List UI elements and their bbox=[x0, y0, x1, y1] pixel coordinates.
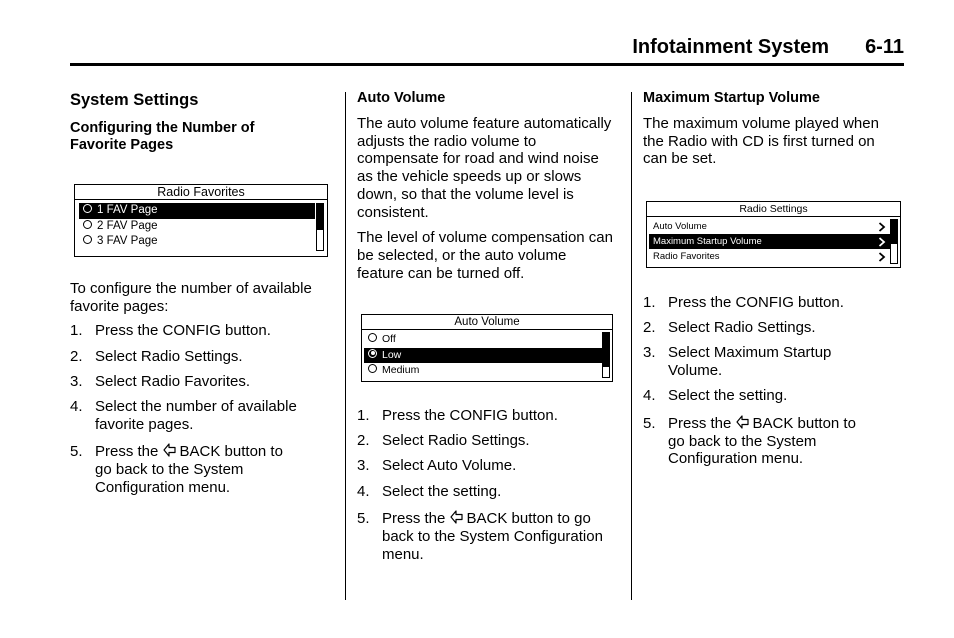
step-item: 2. Select Radio Settings. bbox=[357, 432, 530, 450]
step-text: Select Radio Settings. bbox=[382, 432, 530, 450]
column-max-startup-volume-steps bbox=[643, 294, 905, 476]
screen-title: Radio Settings bbox=[739, 203, 808, 215]
screen-item-label: Maximum Startup Volume bbox=[653, 236, 762, 247]
screen-item[interactable] bbox=[79, 203, 315, 219]
screen-title: Radio Favorites bbox=[157, 185, 245, 199]
step-item: 1. Press the CONFIG button. bbox=[643, 294, 844, 311]
step-text: Press the CONFIG button. bbox=[95, 322, 271, 340]
section-heading: Auto Volume bbox=[357, 90, 446, 106]
column-max-startup-volume bbox=[643, 90, 905, 174]
column-auto-volume-steps bbox=[357, 407, 619, 571]
step-item: 3. Select Auto Volume. bbox=[357, 457, 517, 475]
subsection-heading: Configuring the Number of Favorite Pages bbox=[70, 120, 255, 153]
section-heading: System Settings bbox=[70, 91, 199, 109]
radio-button-icon bbox=[368, 364, 377, 373]
step-text: Press the CONFIG button. bbox=[668, 294, 844, 311]
screen-item[interactable] bbox=[79, 219, 315, 235]
step-text: Select the number of available favorite pages. bbox=[95, 398, 297, 433]
intro-text: To configure the number of available favorite pages: bbox=[70, 280, 312, 315]
scrollbar-thumb[interactable] bbox=[603, 333, 609, 367]
steps-list bbox=[643, 294, 905, 468]
radio-button-icon bbox=[368, 333, 377, 342]
column-auto-volume bbox=[357, 90, 619, 288]
screen-item-label: Medium bbox=[382, 364, 420, 376]
screen-item-label: 2 FAV Page bbox=[97, 219, 158, 232]
chevron-right-icon bbox=[878, 252, 886, 262]
back-arrow-icon bbox=[450, 510, 463, 524]
radio-settings-screen bbox=[646, 201, 901, 268]
description-text: The auto volume feature automatically adjusts the radio volume to compensate for road and wind noise as the vehicle speeds up or slows down, so that the volume level is consistent. bbox=[357, 115, 612, 221]
screen-divider bbox=[647, 216, 900, 217]
auto-volume-screen bbox=[361, 314, 613, 382]
step-item: 4. Select the setting. bbox=[643, 387, 788, 405]
back-arrow-icon bbox=[736, 415, 749, 429]
step-item: 3. Select Radio Favorites. bbox=[70, 372, 251, 390]
column-divider bbox=[345, 92, 346, 600]
step-item: 3. Select Maximum Startup Volume. bbox=[643, 344, 832, 380]
screen-item[interactable] bbox=[364, 332, 602, 348]
step-text: BACK button to go back to the System Configuration menu. bbox=[95, 443, 283, 496]
description-text: The maximum volume played when the Radio with CD is first turned on can be set. bbox=[643, 115, 879, 168]
screen-item[interactable] bbox=[79, 234, 315, 250]
screen-item-label: Radio Favorites bbox=[653, 251, 720, 262]
step-item: 5. Press the BACK button to go back to the System Configuration menu. bbox=[643, 415, 856, 468]
screen-item-label: 1 FAV Page bbox=[97, 204, 158, 216]
step-text: Select Maximum Startup Volume. bbox=[668, 344, 832, 380]
screen-scrollbar[interactable] bbox=[316, 203, 324, 251]
description-text: The level of volume compensation can be selected, or the auto volume feature can be turned off. bbox=[357, 229, 613, 282]
step-item: 4. Select the number of available favorite pages. bbox=[70, 398, 297, 433]
screen-scrollbar[interactable] bbox=[890, 219, 898, 264]
radio-button-icon bbox=[83, 204, 92, 213]
screen-item[interactable] bbox=[364, 363, 602, 379]
steps-list bbox=[357, 407, 619, 563]
step-item: 2. Select Radio Settings. bbox=[643, 319, 816, 337]
screen-divider bbox=[75, 199, 327, 200]
screen-title: Auto Volume bbox=[454, 316, 520, 328]
section-heading: Maximum Startup Volume bbox=[643, 90, 820, 106]
step-text: Press the bbox=[382, 510, 446, 528]
screen-divider bbox=[362, 329, 612, 330]
screen-item-label: Off bbox=[382, 333, 396, 345]
step-text: Press the CONFIG button. bbox=[382, 407, 558, 424]
step-item: 2. Select Radio Settings. bbox=[70, 347, 243, 365]
step-item: 1. Press the CONFIG button. bbox=[70, 322, 271, 340]
step-text: Select Auto Volume. bbox=[382, 457, 517, 475]
step-text: Select the setting. bbox=[382, 482, 502, 500]
page-number: 6-11 bbox=[865, 36, 904, 58]
step-text: BACK button to go back to the System Configuration menu. bbox=[382, 510, 603, 563]
step-text: Press the bbox=[95, 443, 159, 461]
radio-button-icon bbox=[83, 220, 92, 229]
back-arrow-icon bbox=[163, 443, 176, 457]
screen-item-label: Low bbox=[382, 348, 402, 361]
page-header bbox=[632, 36, 904, 59]
screen-item[interactable] bbox=[649, 249, 890, 264]
header-rule bbox=[70, 63, 904, 66]
screen-item-label: 3 FAV Page bbox=[97, 235, 158, 247]
radio-button-icon bbox=[83, 235, 92, 244]
step-item: 5. Press the BACK button to go back to the System Configuration menu. bbox=[357, 510, 603, 563]
column-system-settings-steps bbox=[70, 280, 334, 504]
step-text: Select Radio Settings. bbox=[95, 347, 243, 365]
chevron-right-icon bbox=[878, 222, 886, 232]
step-item: 1. Press the CONFIG button. bbox=[357, 407, 558, 424]
screen-item[interactable] bbox=[649, 234, 890, 249]
screen-item[interactable] bbox=[364, 348, 602, 364]
section-title: Infotainment System bbox=[632, 36, 830, 58]
column-system-settings bbox=[70, 90, 334, 160]
scrollbar-thumb[interactable] bbox=[317, 204, 323, 230]
screen-item-label: Auto Volume bbox=[653, 221, 707, 232]
step-item: 4. Select the setting. bbox=[357, 482, 502, 500]
radio-button-icon bbox=[368, 349, 377, 358]
steps-list bbox=[70, 322, 334, 496]
chevron-right-icon bbox=[878, 237, 886, 247]
column-divider bbox=[631, 92, 632, 600]
step-text: Press the bbox=[668, 415, 732, 433]
step-text: BACK button to go back to the System Configuration menu. bbox=[668, 415, 856, 468]
step-text: Select Radio Favorites. bbox=[95, 372, 251, 390]
step-text: Select the setting. bbox=[668, 387, 788, 405]
radio-favorites-screen bbox=[74, 184, 328, 257]
step-item: 5. Press the BACK button to go back to the System Configuration menu. bbox=[70, 443, 283, 496]
screen-scrollbar[interactable] bbox=[602, 332, 610, 378]
screen-item[interactable] bbox=[649, 219, 890, 234]
scrollbar-thumb[interactable] bbox=[891, 220, 897, 244]
step-text: Select Radio Settings. bbox=[668, 319, 816, 337]
